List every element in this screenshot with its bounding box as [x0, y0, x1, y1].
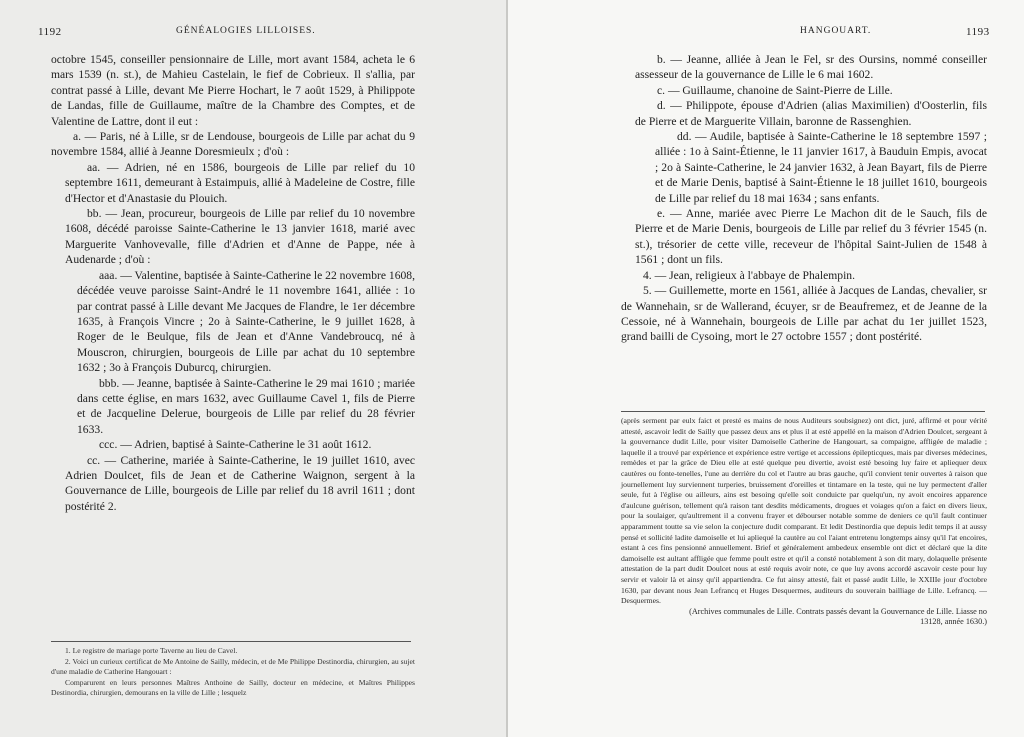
footnote: 2. Voici un curieux certificat de Me Antoine de Sailly, médecin, et de Me Philippe Destinordia, chirurgien, au sujet d'une maladie de Catherine Hangouart : [51, 656, 415, 676]
paragraph: d. — Philippote, épouse d'Adrien (alias Maximilien) d'Oosterlin, fils de Pierre et de Marguerite Villain, baronne de Rassenghien. [635, 99, 987, 128]
right-running-head: HANGOUART. [800, 26, 872, 36]
archives-citation: (Archives communales de Lille. Contrats passés devant la Gouvernance de Lille. Liasse no 13128, année 1630.) [689, 606, 987, 627]
paragraph: bb. — Jean, procureur, bourgeois de Lille par relief du 10 novembre 1608, décédé paroisse Sainte-Catherine le 13 janvier 1618, marié avec Marguerite Vanhovevalle, fille d'Adrien et d'Anne de Pappe, née à Audenarde ; d'où : [65, 207, 415, 267]
paragraph: bbb. — Jeanne, baptisée à Sainte-Catherine le 29 mai 1610 ; mariée dans cette église, en mars 1632, avec Guillaume Cavel 1, fils de Pierre et de Jacqueline Delerue, bourgeois de Lille par relief du 28 février 1633. [77, 376, 415, 436]
footnote-rule [621, 411, 985, 412]
paragraph: dd. — Audile, baptisée à Sainte-Catherine le 18 septembre 1597 ; alliée : 1o à Saint-Étienne, le 11 janvier 1617, à Bauduin Empis, avocat ; 2o à Sainte-Catherine, le 24 janvier 1632, à Jean Bayart, fils de Pierre et de Marie Denis, baptisé à Saint-Étienne le 18 juillet 1610, bourgeois de Lille par relief du 18 mai 1634 ; sans enfants. [655, 130, 987, 205]
left-page [0, 0, 508, 737]
paragraph: a. — Paris, né à Lille, sr de Lendouse, bourgeois de Lille par achat du 9 novembre 1584, allié à Jeanne Doresmieulx ; d'où : [51, 130, 415, 159]
right-body-text [621, 52, 987, 345]
footnote: 1. Le registre de mariage porte Taverne au lieu de Cavel. [65, 646, 238, 655]
left-footnotes [51, 646, 415, 699]
paragraph: octobre 1545, conseiller pensionnaire de Lille, mort avant 1584, acheta le 6 mars 1539 (n. st.), de Mahieu Castelain, le fief de Cobrieux. Il s'allia, par contrat passé à Lille, devant Me Pierre Hochart, le 7 août 1529, à Philippote de Landas, fille de Guillaume, maître de la Chambre des Comptes, et de Valentine de Lattre, dont il eut : [51, 53, 415, 128]
left-running-head: GÉNÉALOGIES LILLOISES. [176, 26, 316, 36]
paragraph: 5. — Guillemette, morte en 1561, alliée à Jacques de Landas, chevalier, sr de Wannehain, sr de Wallerand, écuyer, sr de Beaufremez, et de Jeanne de la Cessoie, né à Wannehain, bourgeois de Lille par achat du 1er juillet 1523, grand bailli de Cysoing, mort le 27 octobre 1557 ; dont postérité. [621, 284, 987, 344]
paragraph: b. — Jeanne, alliée à Jean le Fel, sr des Oursins, nommé conseiller assesseur de la gouvernance de Lille le 6 mai 1602. [635, 53, 987, 82]
footnote-rule [51, 641, 411, 642]
paragraph: e. — Anne, mariée avec Pierre Le Machon dit de le Sauch, fils de Pierre et de Marie Denis, bourgeois de Lille par relief du 3 février 1545 (n. st.), trésorier de cette ville, receveur de l'hôpital Saint-Julien de 1548 à 1561 ; dont un fils. [635, 207, 987, 267]
footnote-continuation: (après serment par eulx faict et presté es mains de nous Auditeurs soubsignez) ont dict, juré, affirmé et pour vérité attesté, ascavoir ledit de Sailly que passez deux ans et plus il at esté appellé en la maison d'Adrien Doulcet, sergeant à la gouvernance dudit Lille, pour visiter Damoiselle Catherine de Hangouart, sa compaigne, affligée de maladie ; laquelle il a trouvé par expérience et expérience estre vertige et accessions épilepticques, mais par diverses médecines, remèdes et par la grâce de Dieu elle at esté quelque peu divertie, avoist esté besoing luy faire et apliequer deux cautères ou fonte-tenelles, l'une au derrière du col et l'autre au bras gauche, qu'il convient tenir ouvertes à raison que journellement luy surviennent turperies, bruissement d'oreilles et tintamare en la teste, qui ne luy permectent d'aller seule, fut à l'église ou ailleurs, ains est besoing qu'elle soit conduicte par quelqu'un, ny avoit encoires apparence d'aulcune guérison, tellement qu'à raison tant desdits médicaments, drogues et voiages qu'on a faict en divers lieux, pour la soulaiger, qu'aultrement il a convenu frayer et débourser notable somme de deniers ce qu'il fault continuer apparamment toutte sa vie selon la conjecture dudit comparant. Et ledit Destinordia que depuis ledit temps il at aussy pensé et sollicité ladite damoiselle et lui apliequé la cautère au col l'aiant entretenu longtemps ainsy qu'il l'at encoires, estant à ces fins pensionné annuellement. Brief et généralement ambedeux ensemble ont dict et déclaré que la dite damoiselle est aultant affligée que femme poult estre et qu'il a consté notablement à son dit mary, dolaquelle présente attestation de la part dudit Doulcet nous at esté requis avoir note, ce que luy avons accordé ascavoir ceste pour luy servir et valoir là et ainsy qu'il appartiendra. Ce fut ainsy attesté, fait et passé audit Lille, le XXIIIe jour d'octobre 1630, par devant nous Jean Lefrancq et Huges Desquermes, auditeurs du souverain bailliage de Lille. Lefrancq. — Desquermes. [621, 416, 987, 606]
left-page-number: 1192 [38, 26, 62, 38]
right-page [508, 0, 1024, 737]
paragraph: cc. — Catherine, mariée à Sainte-Catherine, le 19 juillet 1610, avec Adrien Doulcet, fils de Jean et de Catherine Waignon, sergent à la Gouvernance de Lille, bourgeois de Lille par relief du 18 avril 1611 ; dont postérité 2. [65, 453, 415, 513]
right-footnote-quote [621, 416, 987, 628]
paragraph: 4. — Jean, religieux à l'abbaye de Phalempin. [643, 268, 855, 282]
left-body-text [51, 52, 415, 514]
paragraph: c. — Guillaume, chanoine de Saint-Pierre de Lille. [657, 83, 893, 97]
paragraph: aaa. — Valentine, baptisée à Sainte-Catherine le 22 novembre 1608, décédée veuve paroisse Saint-André le 11 novembre 1641, alliée : 1o par contrat passé à Lille devant Me Jacques de Flandre, le 1er décembre 1635, à François Vincre ; 2o à Sainte-Catherine, le 9 juillet 1628, à Roger de le Beulque, fils de Jean et d'Anne Vandebroucq, né à Mouscron, chirurgien, bourgeois de Lille par achat du 10 septembre 1632 ; 3o à François Duburcq, chirurgien. [77, 268, 415, 375]
paragraph: aa. — Adrien, né en 1586, bourgeois de Lille par relief du 10 septembre 1611, demeurant à Estaimpuis, allié à Madeleine de Costre, fille d'Hector et d'Anastasie du Plouich. [65, 160, 415, 205]
right-page-number: 1193 [966, 26, 990, 38]
paragraph: ccc. — Adrien, baptisé à Sainte-Catherine le 31 août 1612. [99, 438, 372, 452]
footnote: Comparurent en leurs personnes Maîtres Anthoine de Sailly, docteur en médecine, et Maîtres Philippes Destinordia, chirurgien, demourans en la ville de Lille ; lesquelz [51, 677, 415, 697]
